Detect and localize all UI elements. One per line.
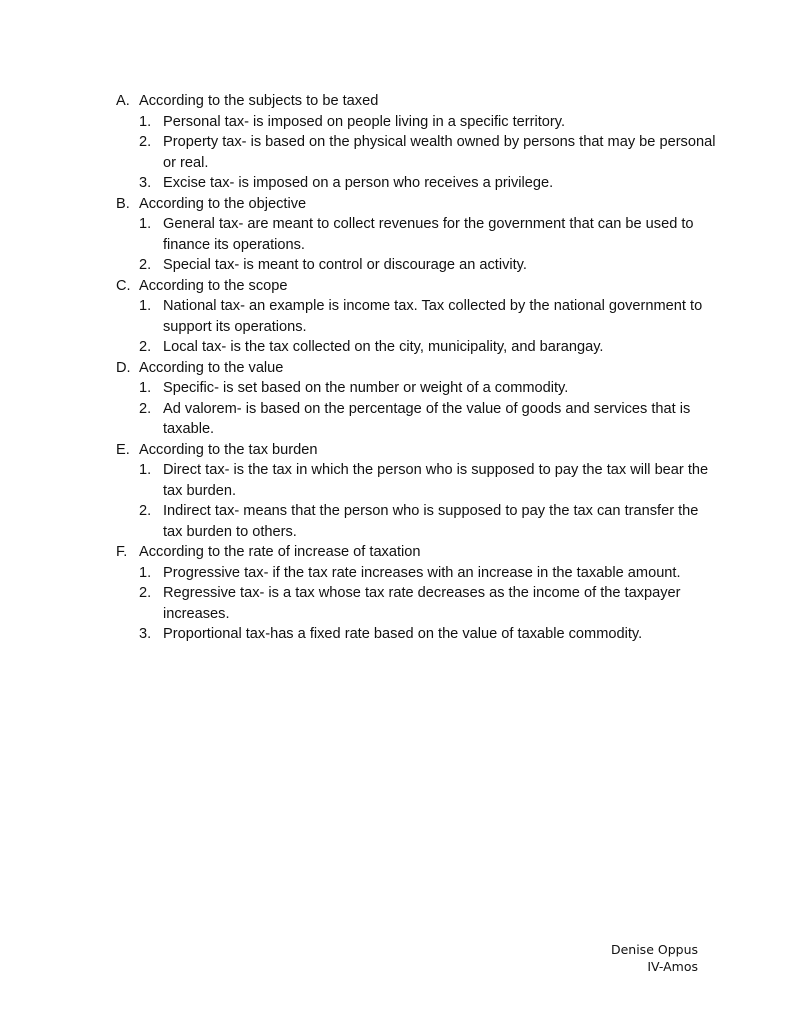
section-title: According to the objective (139, 195, 307, 212)
item-number: 2. (139, 339, 152, 355)
section-letter: E. (116, 441, 130, 458)
item-number: 1. (139, 380, 152, 396)
section-letter: D. (116, 359, 131, 376)
item-text: Regressive tax- is a tax whose tax rate decreases as the income of the taxpayer increases. (163, 585, 681, 622)
section-heading (116, 440, 716, 461)
item-number: 2. (139, 134, 152, 150)
item-number: 2. (139, 400, 152, 417)
list-item (116, 378, 716, 399)
list-item (116, 460, 716, 501)
item-text: Specific- is set based on the number or weight of a commodity. (163, 380, 569, 396)
list-item (116, 296, 716, 337)
outline-section (116, 358, 716, 440)
outline-section (116, 91, 716, 194)
list-item (116, 501, 716, 542)
list-item (116, 583, 716, 624)
item-number: 2. (139, 257, 152, 273)
tax-classification-outline (116, 91, 716, 645)
item-text: Special tax- is meant to control or discourage an activity. (163, 257, 527, 273)
outline-section (116, 194, 716, 276)
item-text: Property tax- is based on the physical wealth owned by persons that may be personal or real. (163, 134, 716, 171)
list-item (116, 399, 716, 440)
section-letter: B. (116, 195, 130, 212)
item-text: Excise tax- is imposed on a person who receives a privilege. (163, 175, 554, 191)
author-section: IV-Amos (647, 959, 698, 974)
section-letter: A. (116, 93, 130, 109)
item-text: Ad valorem- is based on the percentage of the value of goods and services that is taxable. (163, 400, 691, 437)
outline-section (116, 542, 716, 645)
item-number: 2. (139, 503, 152, 519)
item-text: Personal tax- is imposed on people living in a specific territory. (163, 113, 566, 130)
item-text: Local tax- is the tax collected on the city, municipality, and barangay. (163, 339, 604, 355)
item-text: Indirect tax- means that the person who is supposed to pay the tax can transfer the tax burden to others. (163, 503, 699, 540)
item-text: National tax- an example is income tax. Tax collected by the national government to support its operations. (163, 298, 703, 335)
item-number: 3. (139, 175, 152, 191)
list-item (116, 173, 716, 194)
item-number: 1. (139, 216, 152, 232)
section-letter: F. (116, 544, 128, 560)
list-item (116, 255, 716, 276)
section-title: According to the value (139, 359, 284, 376)
item-number: 1. (139, 298, 152, 314)
item-number: 1. (139, 462, 152, 478)
author-name: Denise Oppus (610, 942, 698, 957)
item-number: 1. (139, 564, 152, 581)
section-heading (116, 542, 716, 563)
section-heading (116, 91, 716, 112)
section-heading (116, 276, 716, 297)
author-signature (611, 941, 698, 975)
list-item (116, 214, 716, 255)
list-item (116, 624, 716, 645)
item-number: 2. (139, 585, 152, 601)
item-text: General tax- are meant to collect revenues for the government that can be used to finance its operations. (163, 216, 694, 253)
section-title: According to the rate of increase of taxation (139, 544, 421, 560)
item-number: 3. (139, 626, 152, 642)
item-text: Proportional tax-has a fixed rate based on the value of taxable commodity. (163, 626, 643, 642)
list-item (116, 563, 716, 584)
item-text: Progressive tax- if the tax rate increases with an increase in the taxable amount. (163, 564, 681, 581)
item-text: Direct tax- is the tax in which the person who is supposed to pay the tax will bear the tax burden. (163, 462, 709, 499)
section-title: According to the scope (139, 277, 288, 294)
section-heading (116, 358, 716, 379)
section-heading (116, 194, 716, 215)
section-title: According to the subjects to be taxed (139, 93, 379, 109)
list-item (116, 337, 716, 358)
list-item (116, 112, 716, 133)
section-title: According to the tax burden (139, 441, 318, 458)
section-letter: C. (116, 277, 131, 294)
list-item (116, 132, 716, 173)
item-number: 1. (139, 113, 152, 130)
outline-section (116, 276, 716, 358)
outline-section (116, 440, 716, 543)
